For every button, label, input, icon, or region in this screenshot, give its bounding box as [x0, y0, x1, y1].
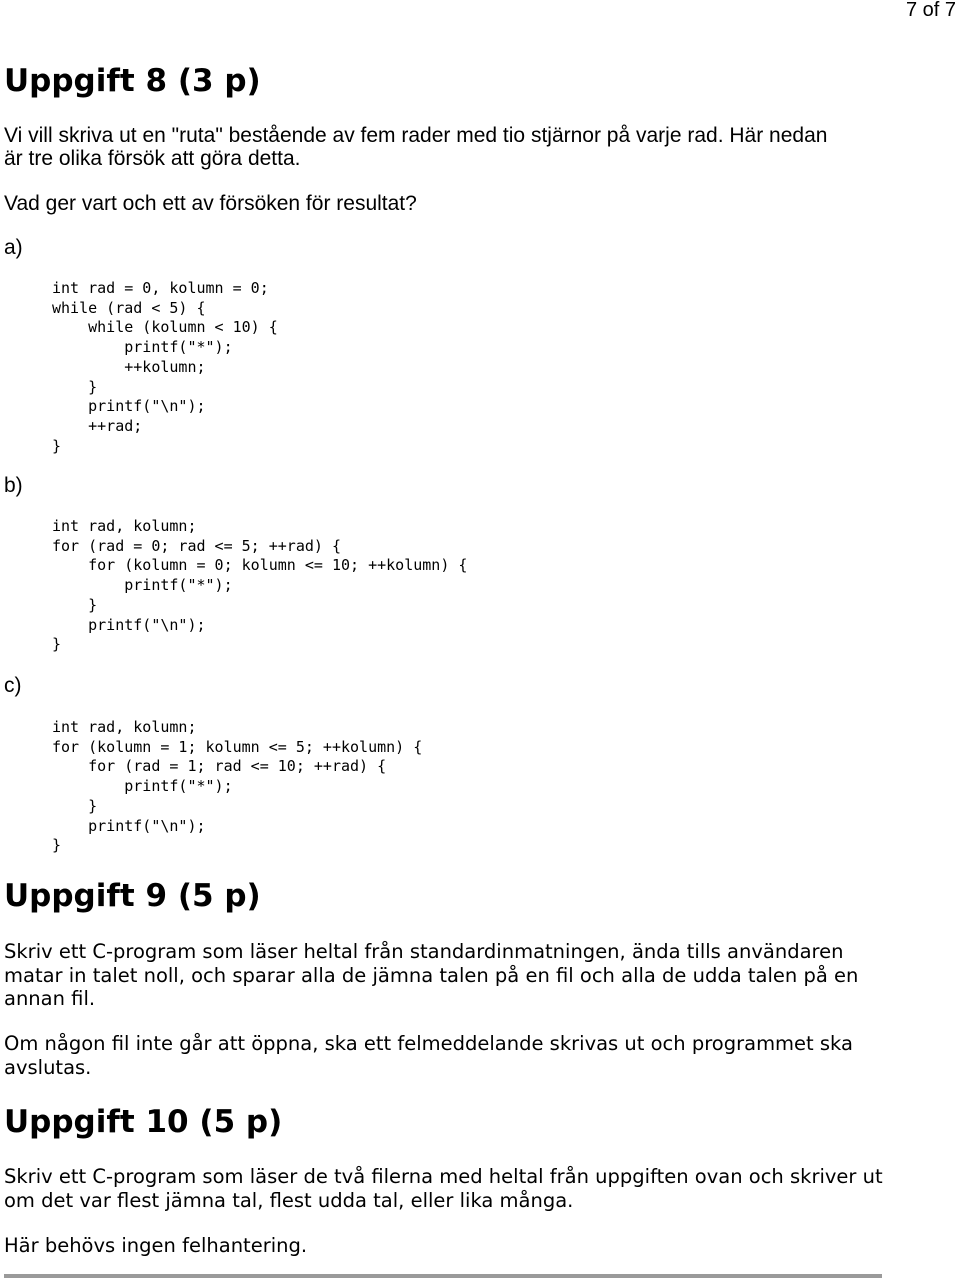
- task10-para1-line1: Skriv ett C-program som läser de två filerna med heltal från uppgiften ovan och skriver ut: [4, 1165, 883, 1188]
- task9-para1-line3: annan fil.: [4, 987, 96, 1010]
- code-block-a: int rad = 0, kolumn = 0; while (rad < 5) { while (kolumn < 10) { printf("*"); ++kolumn; } printf("\n"); ++rad; }: [52, 279, 278, 455]
- task9-para2-line1: Om någon fil inte går att öppna, ska ett felmeddelande skrivas ut och programmet ska: [4, 1032, 853, 1055]
- code-block-b: int rad, kolumn; for (rad = 0; rad <= 5; ++rad) { for (kolumn = 0; kolumn <= 10; ++kolumn) { printf("*"); } printf("\n"); }: [52, 517, 468, 654]
- task9-para2-line2: avslutas.: [4, 1056, 92, 1079]
- task8-intro-line2: är tre olika försök att göra detta.: [4, 147, 301, 170]
- task10-para2: Här behövs ingen felhantering.: [4, 1234, 308, 1257]
- label-b: b): [4, 474, 23, 497]
- page-number: 7 of 7: [905, 0, 956, 21]
- task8-question: Vad ger vart och ett av försöken för resultat?: [4, 192, 417, 215]
- label-c: c): [4, 674, 22, 697]
- task9-heading: Uppgift 9 (5 p): [4, 878, 261, 914]
- label-a: a): [4, 236, 23, 259]
- task9-para1-line1: Skriv ett C-program som läser heltal från standardinmatningen, ända tills användaren: [4, 940, 844, 963]
- code-block-c: int rad, kolumn; for (kolumn = 1; kolumn <= 5; ++kolumn) { for (rad = 1; rad <= 10; ++rad) { printf("*"); } printf("\n"); }: [52, 718, 423, 855]
- task10-para1-line2: om det var flest jämna tal, flest udda tal, eller lika många.: [4, 1189, 574, 1212]
- task8-heading: Uppgift 8 (3 p): [4, 63, 261, 99]
- task8-intro-line1: Vi vill skriva ut en "ruta" bestående av fem rader med tio stjärnor på varje rad. Här nedan: [4, 124, 828, 147]
- task10-heading: Uppgift 10 (5 p): [4, 1104, 283, 1140]
- bottom-divider: [4, 1274, 882, 1278]
- task9-para1-line2: matar in talet noll, och sparar alla de jämna talen på en fil och alla de udda talen på en: [4, 964, 859, 987]
